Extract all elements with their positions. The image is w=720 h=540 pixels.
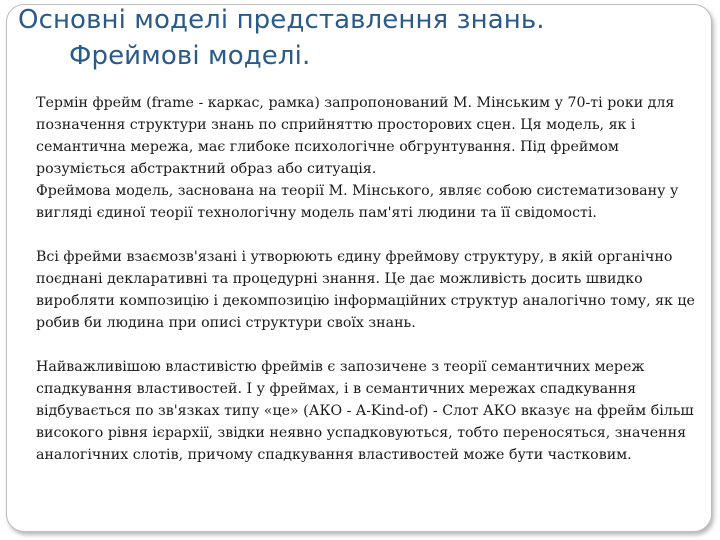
paragraph-frame-structure: Всі фрейми взаємозв'язані і утворюють єдину фреймову структуру, в якій органічно поєднані декларативні та процедурні знання. Це дає можливість досить швидко виробляти композицію і декомпозицію інформаційних структур аналогічно тому, як це робив би людина при описі структури своїх знань. <box>36 249 695 331</box>
paragraph-inheritance: Найважливішою властивістю фреймів є запозичене з теорії семантичних мереж спадкування властивостей. І у фреймах, і в семантичних мережах спадкування відбувається по зв'язках типу «це» (АКО - A-Kind-of) - Слот АКО вказує на фрейм більш високого рівня ієрархії, звідки неявно успадковуються, тобто переносяться, значення аналогічних слотів, причому спадкування властивостей може бути частковим. <box>36 359 694 463</box>
title-line-2: Фреймові моделі. <box>69 41 311 71</box>
slide-title <box>18 2 658 74</box>
slide-body <box>36 92 700 466</box>
paragraph-frame-definition: Термін фрейм (frame - каркас, рамка) запропонований М. Мінським у 70-ті роки для позначення структури знань по сприйняттю просторових сцен. Ця модель, як і семантична мережа, має глибоке психологічне обгрунтування. Під фреймом розуміється абстрактний образ або ситуація. <box>36 95 675 177</box>
title-line-1: Основні моделі представлення знань. <box>18 5 545 35</box>
paragraph-frame-model: Фреймова модель, заснована на теорії М. Мінського, являє собою систематизовану у вигляді єдиної теорії технологічну модель пам'яті людини та її свідомості. <box>36 183 679 221</box>
